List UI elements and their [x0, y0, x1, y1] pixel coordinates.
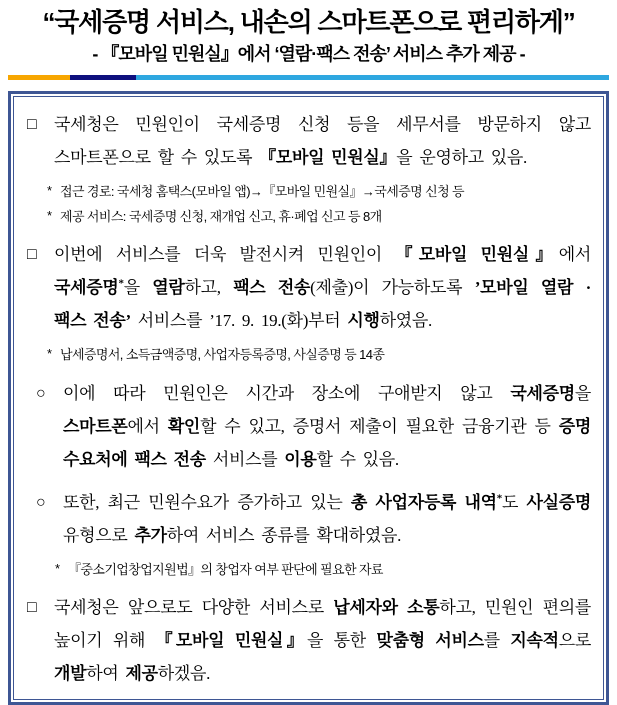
text-run: 국세증명: [510, 384, 575, 403]
text-run: 를: [483, 631, 511, 650]
page-title: “국세증명 서비스, 내손의 스마트폰으로 편리하게”: [42, 7, 575, 37]
text-run: 제공 서비스: 국세증명 신청, 재개업 신고, 휴·폐업 신고 등 8개: [60, 209, 382, 224]
text-run: (제출)이 가능하도록: [310, 278, 475, 297]
text-run: 열람: [152, 278, 185, 297]
text-run: 이번에 서비스를 더욱 발전시켜 민원인이: [54, 245, 396, 264]
text-run: 『모바일 민원실』: [395, 245, 559, 264]
content-box-inner: [13, 96, 604, 700]
text-run: 하고, 민원인 편의를 높이기 위해: [54, 598, 591, 650]
text-run: 지속적: [510, 631, 559, 650]
footnote-block: [47, 342, 591, 367]
text-run: 도: [501, 493, 527, 512]
text-run: 을 통한: [307, 631, 377, 650]
text-run: 추가: [134, 526, 167, 545]
text-run: 국세증명: [54, 278, 119, 297]
text-run: 을: [123, 278, 153, 297]
footnote-line: [47, 179, 591, 204]
text-run: 총 사업자등록 내역: [350, 493, 497, 512]
footnote-block: [55, 557, 591, 582]
footnote-line: [47, 204, 591, 229]
text-run: 확인: [167, 417, 201, 436]
text-run: 하여 서비스 종류를 확대하였음.: [166, 526, 402, 545]
paragraph: [36, 486, 591, 552]
paragraph: [27, 238, 591, 337]
footnote-block: [47, 179, 591, 229]
text-run: 납세자와 소통: [333, 598, 440, 617]
document-blocks: [27, 108, 591, 690]
paragraph: [36, 377, 591, 476]
text-run: 스마트폰: [63, 417, 128, 436]
text-run: 접근 경로: 국세청 홈택스(모바일 앱)→『모바일 민원실』→국세증명 신청 등: [60, 184, 465, 199]
text-run: 팩스 전송: [233, 278, 311, 297]
footnote-reference-asterisk: *: [496, 492, 502, 505]
text-run: 『모바일 민원실』: [155, 631, 308, 650]
paragraph: [27, 108, 591, 174]
square-bullet-marker: □: [27, 246, 37, 263]
asterisk-marker: *: [47, 183, 52, 198]
text-run: 을: [574, 384, 591, 403]
asterisk-marker: *: [47, 208, 52, 223]
text-run: 『모바일 민원실』: [259, 148, 397, 167]
circle-bullet-marker: ○: [36, 385, 46, 402]
text-run: 이에 따라 민원인은 시간과 장소에 구애받지 않고: [63, 384, 511, 403]
text-run: 에서: [558, 245, 591, 264]
text-run: 시행: [347, 311, 380, 330]
text-run: 유형으로: [63, 526, 135, 545]
asterisk-marker: *: [55, 561, 60, 576]
footnote-line: [55, 557, 591, 582]
divider-segment-orange: [8, 75, 70, 80]
text-run: 서비스를: [205, 450, 285, 469]
text-run: 제공: [125, 664, 158, 683]
page-subtitle: - 『모바일 민원실』에서 ‘열람·팩스 전송’ 서비스 추가 제공 -: [92, 44, 525, 64]
text-run: 하겠음.: [157, 664, 211, 683]
footnote-line: [47, 342, 591, 367]
content-box: [8, 91, 609, 705]
text-run: 할 수 있고, 증명서 제출이 필요한 금융기관 등: [200, 417, 559, 436]
text-run: 국세청은 앞으로도 다양한 서비스로: [54, 598, 334, 617]
text-run: 납세증명서, 소득금액증명, 사업자등록증명, 사실증명 등 14종: [60, 347, 385, 362]
footnote-reference-asterisk: *: [118, 277, 124, 290]
text-run: 서비스를 ’17. 9. 19.(화)부터: [130, 311, 348, 330]
text-run: 에서: [127, 417, 168, 436]
circle-bullet-marker: ○: [36, 494, 46, 511]
text-run: 또한, 최근 민원수요가 증가하고 있는: [63, 493, 351, 512]
text-run: 증명 수요처에 팩스 전송: [63, 417, 591, 469]
text-run: 개발: [54, 664, 87, 683]
text-run: 이용: [284, 450, 317, 469]
divider-segment-sky: [136, 75, 609, 80]
text-run: 맞춤형 서비스: [376, 631, 484, 650]
text-run: 국세청은 민원인이 국세증명 신청 등을 세무서를 방문하지 않고 스마트폰으로 할 수 있도록: [54, 115, 591, 167]
text-run: 『중소기업창업지원법』의 창업자 여부 판단에 필요한 자료: [68, 562, 383, 577]
text-run: 할 수 있음.: [316, 450, 399, 469]
square-bullet-marker: □: [27, 116, 37, 133]
divider-bar: [8, 75, 609, 80]
text-run: 사실증명: [526, 493, 591, 512]
text-run: 하여: [86, 664, 126, 683]
text-run: 을 운영하고 있음.: [396, 148, 527, 167]
asterisk-marker: *: [47, 346, 52, 361]
text-run: 하고,: [184, 278, 234, 297]
paragraph: [27, 591, 591, 690]
text-run: 으로: [558, 631, 591, 650]
text-run: 하였음.: [379, 311, 432, 330]
text-run: ’모바일 열람 · 팩스 전송’: [54, 278, 591, 330]
square-bullet-marker: □: [27, 599, 37, 616]
divider-segment-navy: [70, 75, 136, 80]
